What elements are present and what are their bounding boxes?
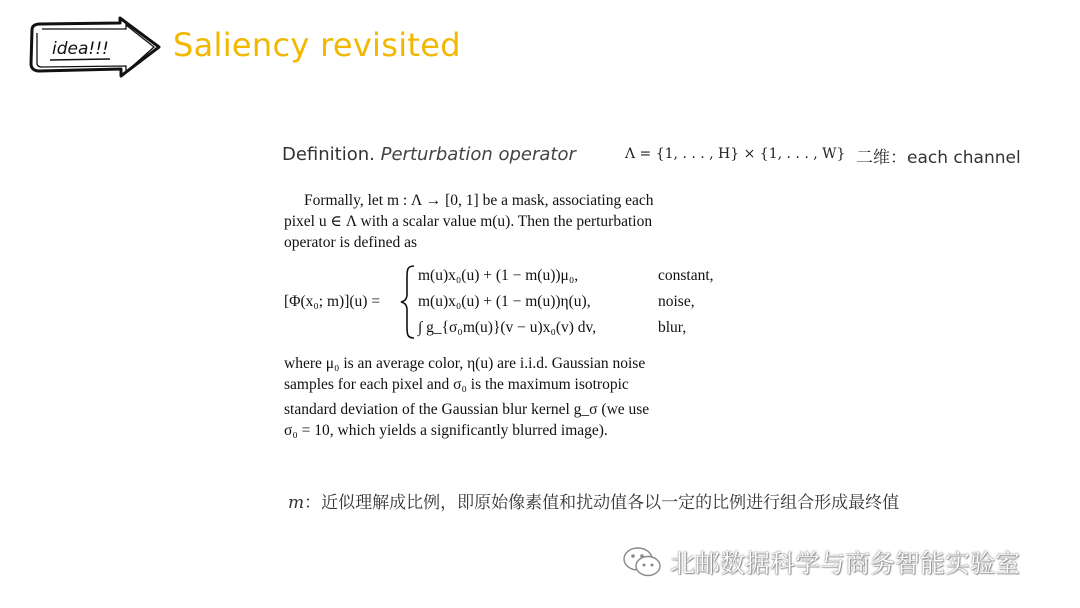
outro-line: σ₀ = 10, which yields a significantly blurred image). [284,422,608,439]
outro-line: standard deviation of the Gaussian blur kernel g_σ (we use [284,401,650,418]
outro-line: samples for each pixel and σ₀ is the maximum isotropic [284,376,629,393]
badge-text: idea!!! [52,39,109,59]
equation-case-label: blur, [658,319,687,336]
definition-name: Perturbation operator [380,144,576,165]
equation-lhs: [Φ(x₀; m)](u) = [284,293,381,310]
bottom-note [288,488,899,513]
intro-line: pixel u ∈ Λ with a scalar value m(u). Then the perturbation [284,213,653,230]
outro-paragraph [284,353,734,441]
idea-badge [26,16,164,80]
equation-case-label: noise, [658,293,695,310]
brace-icon [400,264,416,340]
watermark [622,544,1020,580]
bottom-note-variable: m [288,493,305,513]
idea-arrow-icon [26,16,164,80]
slide-title: Saliency revisited [173,26,461,64]
definition-line [282,144,576,165]
intro-line: operator is defined as [284,234,417,251]
equation-case-label: constant, [658,267,714,284]
intro-line: Formally, let m : Λ → [0, 1] be a mask, associating each [304,192,654,209]
side-note: 二维：each channel [856,148,1021,168]
watermark-text: 北邮数据科学与商务智能实验室 [670,549,1021,578]
equation-case: m(u)x₀(u) + (1 − m(u))η(u), [418,293,591,310]
intro-paragraph [284,190,734,253]
paper-excerpt [284,190,734,441]
equation-case: ∫ g_{σ₀m(u)}(v − u)x₀(v) dv, [418,319,597,336]
wechat-icon [622,545,662,579]
lambda-equation: Λ = {1, . . . , H} × {1, . . . , W} [625,146,846,162]
outro-line: where μ₀ is an average color, η(u) are i.i.d. Gaussian noise [284,355,646,372]
perturbation-equation [284,263,734,341]
definition-head: Definition. [282,144,375,165]
bottom-note-text: ：近似理解成比例，即原始像素值和扰动值各以一定的比例进行组合形成最终值 [304,493,900,513]
equation-case: m(u)x₀(u) + (1 − m(u))μ₀, [418,267,579,284]
